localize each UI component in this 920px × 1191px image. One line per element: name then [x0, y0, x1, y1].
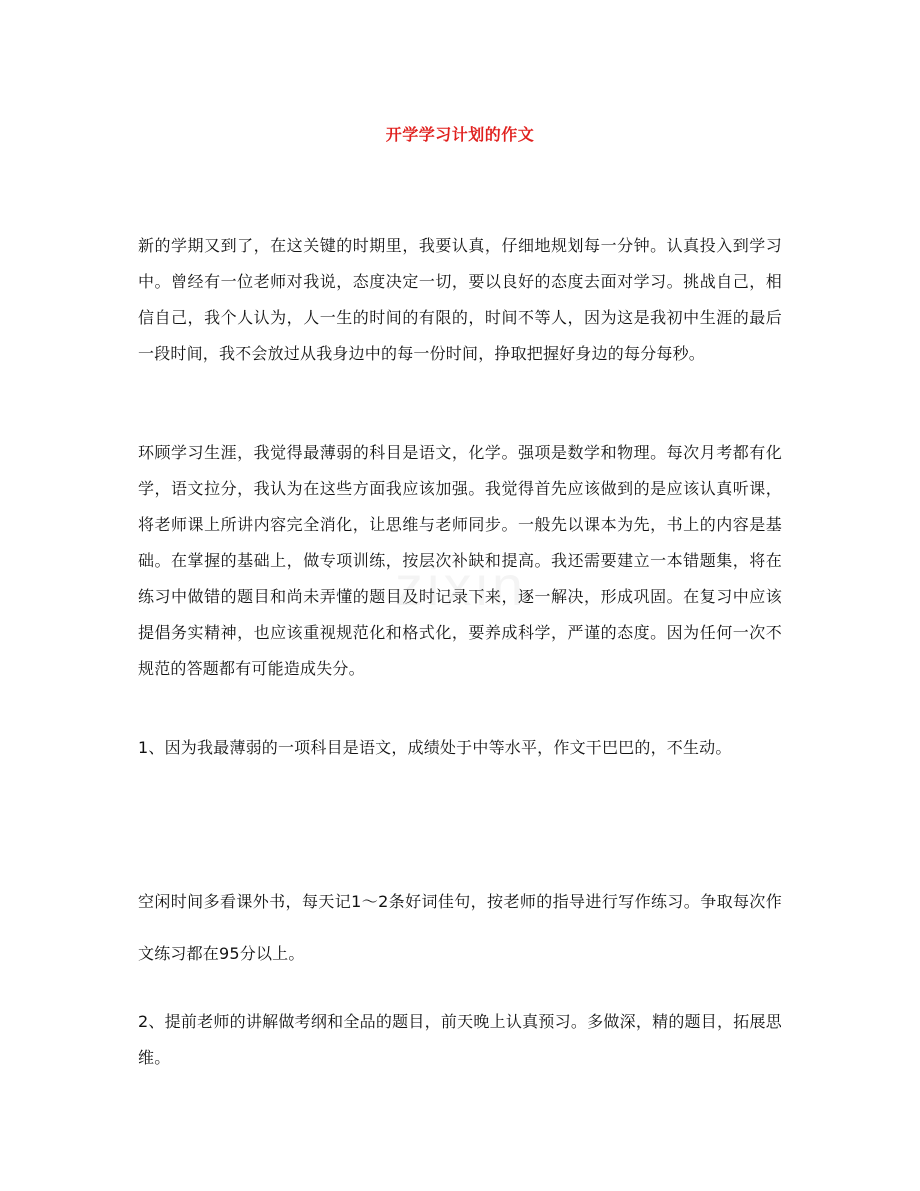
document-title: 开学学习计划的作文 [385, 125, 535, 144]
paragraph-weak-subjects: 环顾学习生涯，我觉得最薄弱的科目是语文，化学。强项是数学和物理。每次月考都有化学，语文拉分，我认为在这些方面我应该加强。我觉得首先应该做到的是应该认真听课，将老师课上所讲内容完全消化，让思维与老师同步。一般先以课本为先，书上的内容是基础。在掌握的基础上，做专项训练，按层次补缺和提高。我还需要建立一本错题集，将在练习中做错的题目和尚未弄懂的题目及时记录下来，逐一解决，形成巩固。在复习中应该提倡务实精神，也应该重视规范化和格式化，要养成科学，严谨的态度。因为任何一次不规范的答题都有可能造成失分。 [138, 443, 782, 678]
paragraph-intro: 新的学期又到了，在这关键的时期里，我要认真，仔细地规划每一分钟。认真投入到学习中。曾经有一位老师对我说，态度决定一切，要以良好的态度去面对学习。挑战自己，相信自己，我个人认为，人一生的时间的有限的，时间不等人，因为这是我初中生涯的最后一段时间，我不会放过从我身边中的每一份时间，挣取把握好身边的每分每秒。 [138, 236, 782, 363]
paragraph-reading-plan: 空闲时间多看课外书，每天记1～2条好词佳句，按老师的指导进行写作练习。争取每次作文练习都在95分以上。 [138, 892, 782, 963]
paragraph-point-1: 1、因为我最薄弱的一项科目是语文，成绩处于中等水平，作文干巴巴的，不生动。 [138, 738, 732, 757]
paragraph-point-2: 2、提前老师的讲解做考纲和全品的题目，前天晚上认真预习。多做深，精的题目，拓展思维。 [138, 1012, 782, 1067]
